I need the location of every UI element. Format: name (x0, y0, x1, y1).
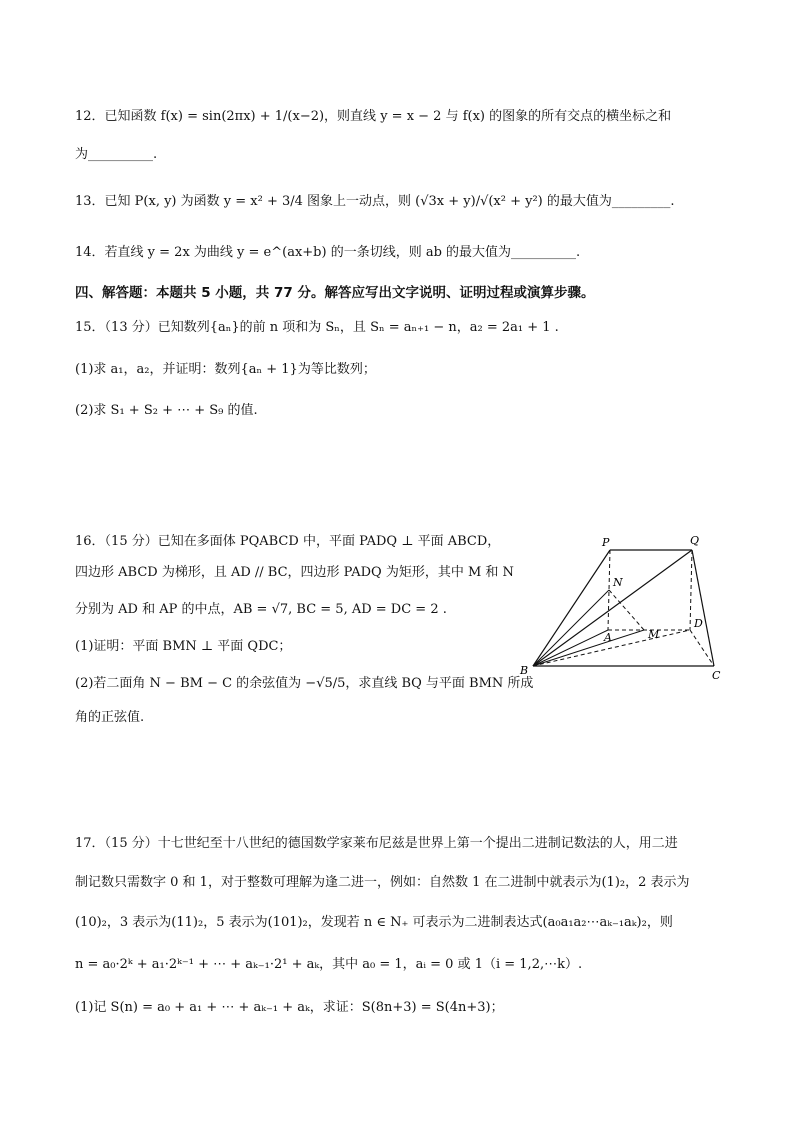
edge-BN (533, 590, 609, 666)
label-M: M (648, 628, 660, 641)
q17-part1: (1)记 S(n) = a₀ + a₁ + ⋯ + aₖ₋₁ + aₖ，求证：S(8n+3) = S(4n+3)； (75, 1000, 504, 1015)
q13-text: 13．已知 P(x, y) 为函数 y = x² + 3/4 图象上一动点，则 (√3x + y)/√(x² + y²) 的最大值为_________. (75, 194, 675, 209)
label-N: N (613, 576, 623, 589)
edge-QB (533, 550, 692, 666)
edge-QD (690, 550, 692, 630)
label-C: C (712, 669, 721, 680)
label-P: P (602, 536, 610, 549)
label-A: A (604, 631, 612, 644)
edge-PB (533, 550, 610, 666)
edge-NM (609, 590, 644, 630)
q17-line1: 17．（15 分）十七世纪至十八世纪的德国数学家莱布尼兹是世界上第一个提出二进制记数法的人，用二进 (75, 836, 678, 851)
q17-line2: 制记数只需数字 0 和 1，对于整数可理解为逢二进一，例如：自然数 1 在二进制中就表示为(1)₂，2 表示为 (75, 875, 690, 890)
polyhedron-figure (518, 530, 728, 680)
q14-text: 14．若直线 y = 2x 为曲线 y = e^(ax+b) 的一条切线，则 ab 的最大值为__________. (75, 245, 581, 260)
q16-line3: 分别为 AD 和 AP 的中点，AB = √7, BC = 5, AD = DC = 2 . (75, 602, 447, 617)
label-D: D (694, 617, 703, 630)
q16-part2a: (2)若二面角 N − BM − C 的余弦值为 −√5/5，求直线 BQ 与平面 BMN 所成 (75, 676, 534, 691)
q15-part2: (2)求 S₁ + S₂ + ⋯ + S₉ 的值. (75, 403, 258, 418)
edge-BM (533, 630, 644, 666)
section-heading: 四、解答题：本题共 5 小题，共 77 分。解答应写出文字说明、证明过程或演算步骤。 (75, 285, 595, 301)
label-Q: Q (690, 534, 700, 547)
q12-line2: 为__________. (75, 147, 158, 162)
q16-part1: (1)证明：平面 BMN ⊥ 平面 QDC； (75, 639, 292, 654)
q16-line2: 四边形 ABCD 为梯形，且 AD // BC，四边形 PADQ 为矩形，其中 M 和 N (75, 565, 514, 580)
q17-line4: n = a₀·2ᵏ + a₁·2ᵏ⁻¹ + ⋯ + aₖ₋₁·2¹ + aₖ，其中 a₀ = 1，aᵢ = 0 或 1（i = 1,2,⋯k）. (75, 957, 583, 972)
q15-part1: (1)求 a₁，a₂，并证明：数列{aₙ + 1}为等比数列； (75, 362, 376, 377)
q16-line1: 16．（15 分）已知在多面体 PQABCD 中，平面 PADQ ⊥ 平面 ABCD， (75, 534, 501, 549)
q17-line3: (10)₂，3 表示为(11)₂，5 表示为(101)₂，发现若 n ∈ N₊ 可表示为二进制表达式(a₀a₁a₂⋯aₖ₋₁aₖ)₂，则 (75, 915, 673, 930)
q16-part2b: 角的正弦值. (75, 710, 145, 725)
label-B: B (520, 664, 529, 677)
q12-line1: 12．已知函数 f(x) = sin(2πx) + 1/(x−2)，则直线 y = x − 2 与 f(x) 的图象的所有交点的横坐标之和 (75, 109, 672, 124)
q15-stem: 15．（13 分）已知数列{aₙ}的前 n 项和为 Sₙ，且 Sₙ = aₙ₊₁ − n，a₂ = 2a₁ + 1 . (75, 320, 559, 335)
